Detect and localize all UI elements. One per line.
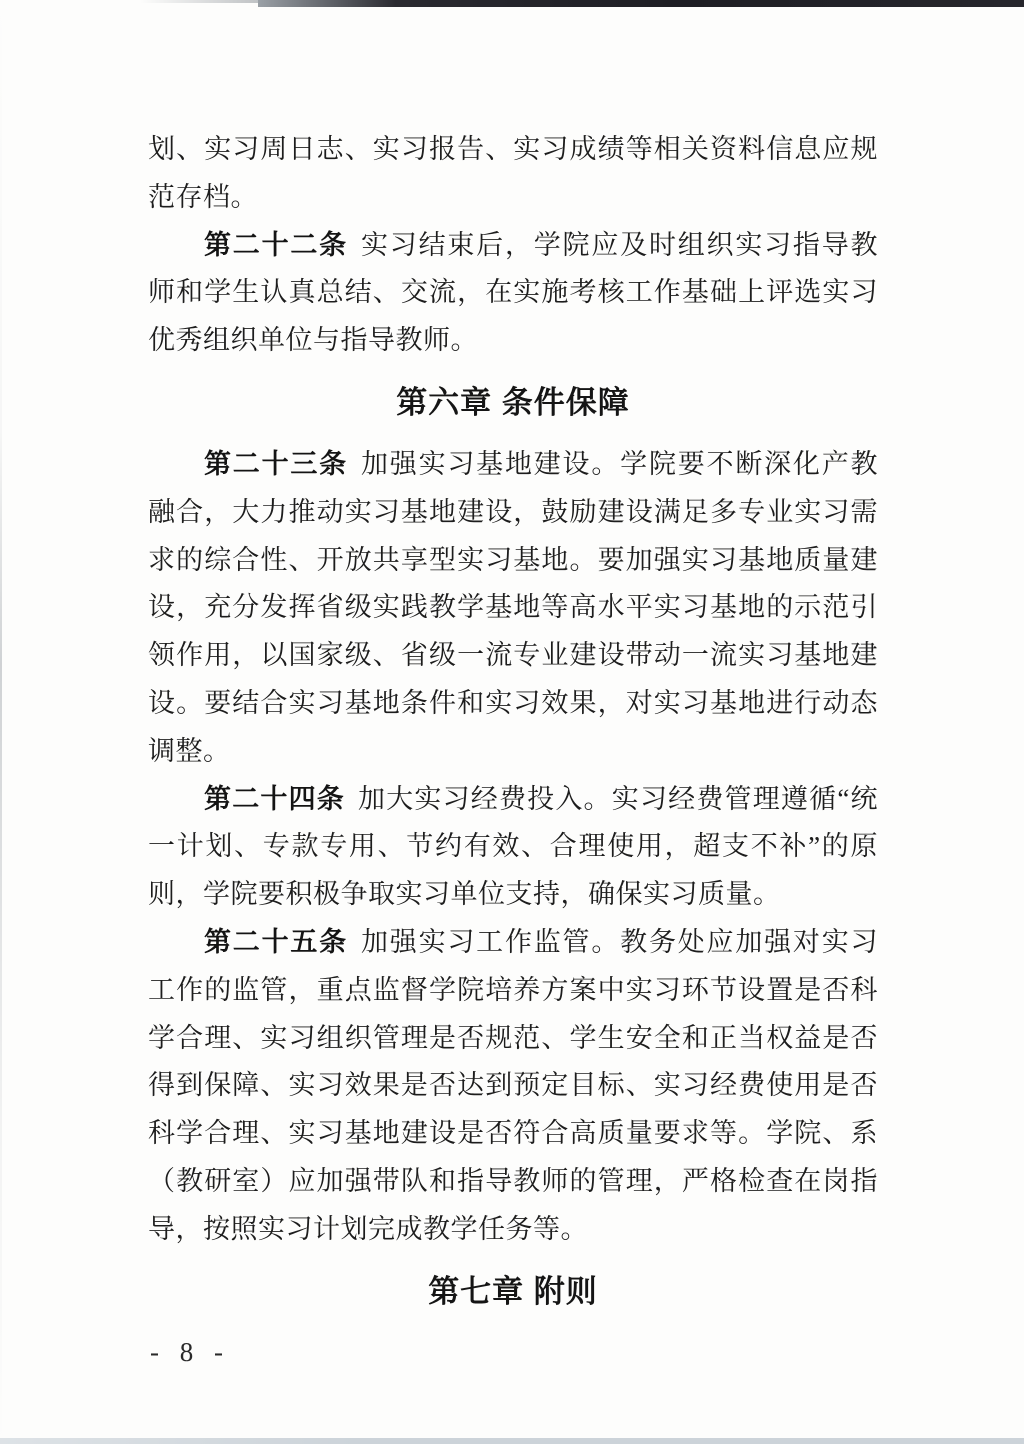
body-line: 得到保障、实习效果是否达到预定目标、实习经费使用是否 xyxy=(148,1070,878,1101)
body-line: 师和学生认真总结、交流，在实施考核工作基础上评选实习 xyxy=(148,277,878,308)
body-line: 范存档。 xyxy=(148,181,258,212)
article-first-line xyxy=(148,919,878,967)
body-line: 融合，大力推动实习基地建设，鼓励建设满足多专业实习需 xyxy=(148,496,878,527)
article-first-line xyxy=(148,776,878,824)
chapter-heading: 第七章 附则 xyxy=(428,1273,598,1309)
body-line: 科学合理、实习基地建设是否符合高质量要求等。学院、系 xyxy=(148,1118,878,1149)
article-number: 第二十五条 xyxy=(204,926,348,957)
body-line: （教研室）应加强带队和指导教师的管理，严格检查在岗指 xyxy=(148,1165,878,1196)
document-body xyxy=(148,126,878,1330)
article-text: 加强实习工作监管。教务处应加强对实习 xyxy=(360,926,879,957)
body-line: 则，学院要积极争取实习单位支持，确保实习质量。 xyxy=(148,879,781,910)
body-line: 工作的监管，重点监督学院培养方案中实习环节设置是否科 xyxy=(148,974,878,1005)
body-line: 设。要结合实习基地条件和实习效果，对实习基地进行动态 xyxy=(148,687,878,718)
body-line: 一计划、专款专用、节约有效、合理使用，超支不补”的原 xyxy=(148,831,878,862)
article-first-line xyxy=(148,441,878,489)
article-text: 加强实习基地建设。学院要不断深化产教 xyxy=(360,448,879,479)
body-line: 导，按照实习计划完成教学任务等。 xyxy=(148,1213,588,1244)
body-line: 领作用，以国家级、省级一流专业建设带动一流实习基地建 xyxy=(148,640,878,671)
body-line: 划、实习周日志、实习报告、实习成绩等相关资料信息应规 xyxy=(148,134,878,164)
body-line: 学合理、实习组织管理是否规范、学生安全和正当权益是否 xyxy=(148,1022,878,1053)
article-number: 第二十二条 xyxy=(204,229,348,260)
scan-artifact-left-edge xyxy=(0,0,2,1444)
body-line: 求的综合性、开放共享型实习基地。要加强实习基地质量建 xyxy=(148,544,878,575)
page-number: - 8 - xyxy=(150,1337,230,1367)
body-line: 调整。 xyxy=(148,735,231,766)
body-line: 设，充分发挥省级实践教学基地等高水平实习基地的示范引 xyxy=(148,592,878,623)
article-number: 第二十三条 xyxy=(204,448,348,479)
scan-artifact-bottom-bar xyxy=(0,1438,1024,1444)
article-text: 加大实习经费投入。实习经费管理遵循“统 xyxy=(357,783,879,814)
article-first-line xyxy=(148,222,878,270)
body-line: 优秀组织单位与指导教师。 xyxy=(148,325,478,356)
scan-artifact-top-faint-line xyxy=(140,0,260,3)
chapter-heading: 第六章 条件保障 xyxy=(396,384,630,420)
article-text: 实习结束后，学院应及时组织实习指导教 xyxy=(360,229,879,260)
scan-artifact-top-bar xyxy=(258,0,1024,7)
article-number: 第二十四条 xyxy=(204,783,345,814)
